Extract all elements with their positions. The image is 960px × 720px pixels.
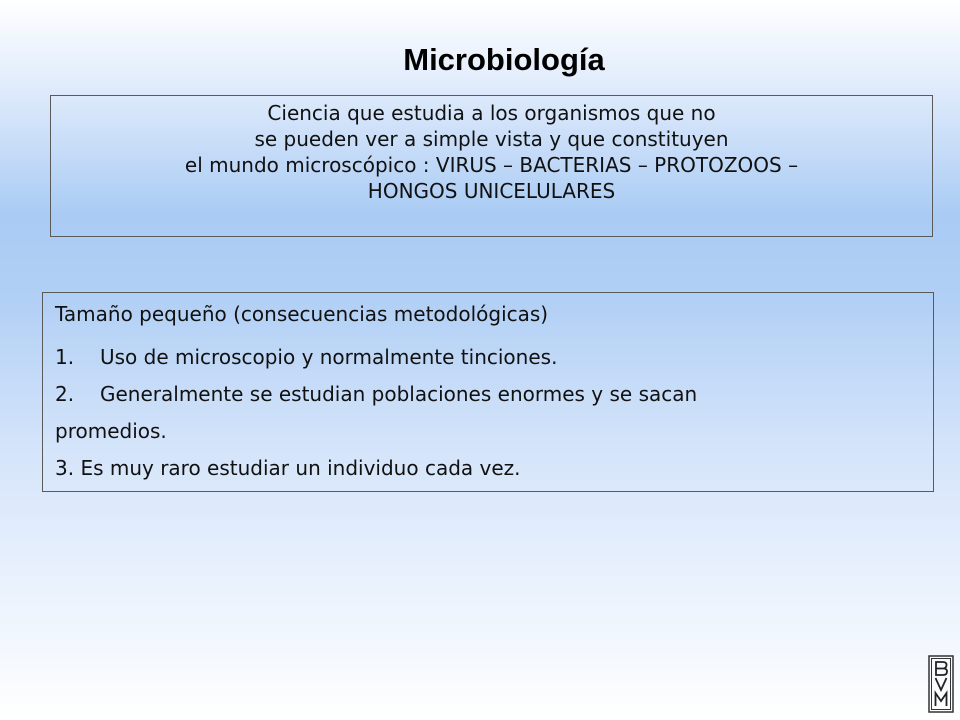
- list-item-number: 1.: [55, 345, 75, 369]
- definition-line: el mundo microscópico : VIRUS – BACTERIAS – PROTOZOOS –: [184, 153, 799, 177]
- list-item-text: Uso de microscopio y normalmente tinciones.: [100, 345, 558, 369]
- list-item-text: Generalmente se estudian poblaciones enormes y se sacan: [100, 382, 698, 406]
- methodology-box: [42, 292, 934, 492]
- list-item-number: 2.: [55, 382, 75, 406]
- slide-title: Microbiología: [403, 42, 605, 77]
- definition-box: [50, 95, 933, 237]
- definition-line: Ciencia que estudia a los organismos que no: [267, 101, 716, 125]
- list-item: 3. Es muy raro estudiar un individuo cada vez.: [55, 456, 521, 480]
- definition-line: HONGOS UNICELULARES: [367, 179, 616, 203]
- list-item: [55, 376, 933, 413]
- definition-line: se pueden ver a simple vista y que constituyen: [254, 127, 729, 151]
- list-heading: Tamaño pequeño (consecuencias metodológicas): [55, 302, 549, 326]
- list-item: [55, 339, 933, 376]
- list-item-continuation: promedios.: [55, 419, 167, 443]
- bvm-logo: [928, 655, 954, 713]
